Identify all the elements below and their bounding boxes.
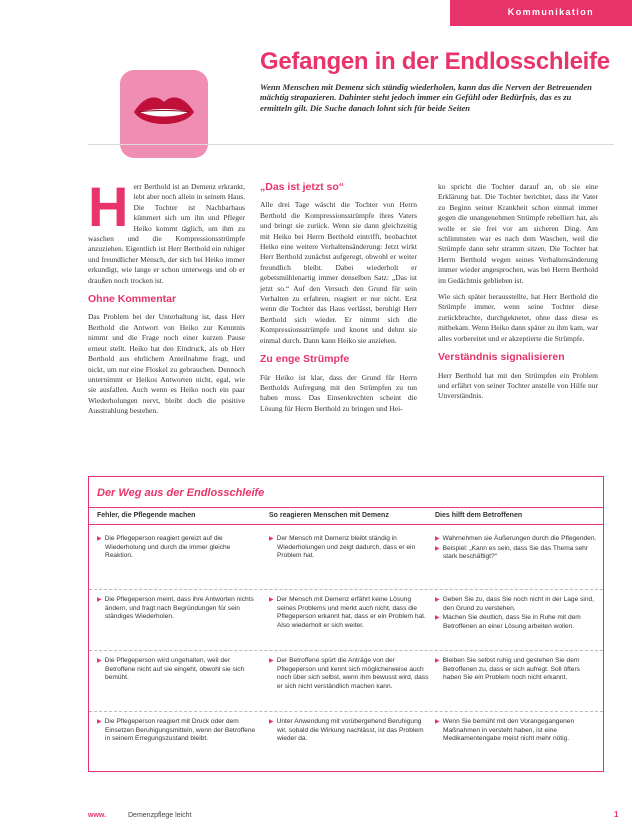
list-item: ▶ Die Pflegeperson wird ungehalten, weil der Betroffene nicht auf sie eingeht, obwohl sie sich bemüht. bbox=[97, 657, 245, 682]
paragraph: Für Heiko ist klar, dass der Grund für Herrn Bertholds Aufregung mit den Strümpfen zu tun haben muss. Das Einsenkrechten scheint die Lösung für Herrn Berthold zu bringen und Hei- bbox=[260, 372, 417, 413]
subheading: Verständnis signalisieren bbox=[438, 351, 565, 364]
subheading: Zu enge Strümpfe bbox=[260, 353, 350, 366]
table-cell bbox=[97, 596, 259, 623]
table-cell bbox=[435, 535, 599, 563]
list-item: ▶ Der Mensch mit Demenz erfährt keine Lösung seines Problems und merkt auch nicht, dass die Pflegeperson erkannt hat, dass er ein Problem hat. Also wiederholt er sich weiter. bbox=[269, 596, 426, 629]
box-title: Der Weg aus der Endlosschleife bbox=[97, 487, 265, 499]
page-number: 1 bbox=[614, 810, 619, 819]
table-cell bbox=[269, 657, 429, 692]
list-item: ▶ Der Mensch mit Demenz bleibt ständig in Wiederholungen und zeigt dadurch, dass er ein Problem hat. bbox=[269, 535, 416, 560]
list-item: ▶ Unter Anwendung mit vorübergehend Beruhigung wir, sobald die Wirkung nachlässt, ist das Problem wieder da. bbox=[269, 718, 424, 743]
paragraph: Wie sich später herausstellte, hat Herr Berthold die Strümpfe immer, wenn seine Tochter diese zurückbrachte, durchgeknetet, ohne dass diese es mitbekam. Wenn Heiko dann später zu ihm kam, war alles vorbereitet und er akzeptierte die Strümpfe. bbox=[438, 292, 598, 343]
text-column-3 bbox=[438, 182, 598, 408]
paragraph: Herr Berthold hat mit den Strümpfen ein Problem und erfährt von seiner Tochter anstelle von Hilfe nur Unverständnis. bbox=[438, 370, 598, 401]
table-cell bbox=[435, 596, 599, 632]
text-column-1 bbox=[88, 175, 245, 423]
table-cell bbox=[97, 657, 259, 684]
bullet-arrow-icon: ▶ bbox=[269, 597, 274, 603]
paragraph bbox=[88, 175, 245, 286]
bullet-arrow-icon: ▶ bbox=[269, 536, 274, 542]
column-header: Dies hilft dem Betroffenen bbox=[435, 512, 523, 519]
dropcap: H bbox=[88, 175, 129, 238]
subheading: Ohne Kommentar bbox=[88, 293, 177, 306]
table-cell bbox=[269, 718, 429, 745]
bullet-arrow-icon: ▶ bbox=[97, 597, 102, 603]
list-item: ▶ Bleiben Sie selbst ruhig und gestehen Sie dem Betroffenen zu, dass er sich aufregt. Soll öfters haben Sie ein Problem noch nicht erkannt. bbox=[435, 657, 580, 682]
column-header: So reagieren Menschen mit Demenz bbox=[269, 512, 389, 519]
divider bbox=[88, 144, 614, 145]
bullet-arrow-icon: ▶ bbox=[97, 536, 102, 542]
table-cell bbox=[269, 596, 429, 631]
column-header: Fehler, die Pflegende machen bbox=[97, 512, 196, 519]
paragraph: Alle drei Tage wäscht die Tochter von Herrn Berthold die Kompressionsstrümpfe ihres Vaters und bringt sie zurück. Wenn sie dann gleichzeitig mit Heiko bei Herrn Berthold eintrifft, beobachtet Heiko eine weitere Verhaltensänderung: Jetzt wirkt Herr Berthold zunächst aufgeregt, obwohl er weiter freundlich bleibt. Dabei wiederholt er gebetsmühlenartig immer denselben Satz: „Das ist jetzt so.“ Auf den Versuch den Grund für sein Verhalten zu erfahren, reagiert er nur nicht. Erst wenn die Tochter das Haus verlässt, beruhigt Herr Berthold sich wieder. Er nimmt sich die Kompressionsstrümpfe und knotet und dehnt sie einmal durch. Dann kann Heiko sie anziehen. bbox=[260, 200, 417, 345]
paragraph-text: err Berthold ist an Demenz erkrankt, lebt aber noch allein in seinem Haus. Die Tochter ist Nachbarhaus kümmert sich um ihn und Pfleger Heiko kommt täglich, um ihm zu waschen und die Kompressionsstrümpfe anzuziehen. Eigentlich ist Herr Berthold ein ruhiger und freundlicher Mensch, der sich bei Heiko immer erkundigt, wie lange er schon unterwegs und ob er draußen noch trocken ist. bbox=[88, 182, 245, 285]
list-item: ▶ Die Pflegeperson meint, dass ihre Antworten nichts ändern, und fragt nach Begründungen für sein ständiges Wiederholen. bbox=[97, 596, 254, 621]
info-box bbox=[88, 476, 604, 772]
list-item: ▶ Wenn Sie bemüht mit den Vorangegangenen Maßnahmen in versteht haben, ist eine Medikamentengabe meist nicht mehr nötig. bbox=[435, 718, 575, 743]
bullet-arrow-icon: ▶ bbox=[269, 719, 274, 725]
table-cell bbox=[435, 718, 599, 745]
footer-url: www. bbox=[88, 812, 107, 819]
table-cell bbox=[269, 535, 429, 562]
table-cell bbox=[435, 657, 599, 684]
section-bar bbox=[450, 0, 632, 26]
bullet-arrow-icon: ▶ bbox=[97, 719, 102, 725]
bullet-arrow-icon: ▶ bbox=[269, 658, 274, 664]
list-item: ▶ Geben Sie zu, dass Sie noch nicht in der Lage sind, den Grund zu verstehen. bbox=[435, 596, 595, 612]
bullet-arrow-icon: ▶ bbox=[435, 545, 440, 552]
table-cell bbox=[97, 718, 259, 745]
bullet-arrow-icon: ▶ bbox=[435, 536, 440, 542]
table-row bbox=[89, 590, 603, 651]
table-row bbox=[89, 529, 603, 590]
bullet-arrow-icon: ▶ bbox=[435, 615, 440, 622]
article-title: Gefangen in der Endlosschleife bbox=[260, 48, 610, 75]
list-item: ▶ Wahrnehmen sie Äußerungen durch die Pflegenden. bbox=[435, 535, 597, 542]
list-item: ▶ Machen Sie deutlich, dass Sie in Ruhe mit dem Betroffenen an einer Lösung arbeiten wollen. bbox=[435, 614, 581, 630]
footer-source: Demenzpflege leicht bbox=[128, 812, 192, 819]
text-column-2 bbox=[260, 182, 417, 420]
box-rows bbox=[89, 529, 603, 773]
bullet-arrow-icon: ▶ bbox=[435, 597, 440, 603]
list-item: ▶ Der Betroffene spürt die Anträge von der Pflegeperson und kennt sich möglicherweise auch noch über sich selbst, wenn ihm bewusst wird, dass er sich nicht verständlich machen kann. bbox=[269, 657, 429, 690]
box-header-row bbox=[89, 507, 603, 525]
table-row bbox=[89, 651, 603, 712]
list-item: ▶ Beispiel: „Kann es sein, dass Sie das Thema sehr stark beschäftigt?“ bbox=[435, 544, 589, 561]
subheading: „Das ist jetzt so“ bbox=[260, 181, 345, 193]
list-item: ▶ Die Pflegeperson reagiert mit Druck oder dem Einsetzen Beruhigungsmitteln, wenn der Betroffene in seinem Erregungszustand bleibt. bbox=[97, 718, 256, 743]
article-intro: Wenn Menschen mit Demenz sich ständig wiederholen, kann das die Nerven der Betreuenden mächtig strapazieren. Dahinter steht jedoch immer ein Gefühl oder Bedürfnis, das es zu ermitteln gilt. Die Suche danach lohnt sich für beide Seiten bbox=[260, 82, 592, 113]
paragraph: ko spricht die Tochter darauf an, ob sie eine Erklärung hat. Die Tochter berichtet, dass ihr Vater zu Beginn seiner Krankheit schon einmal immer gegen die unangenehmen Strümpfe rebelliert hat, als wolle er sie frei vor am sicheren Ding. Am schlimmsten war es nach dem Waschen, weil die Strümpfe dann sehr stramm sitzen. Die Tochter hat Herrn Berthold wegen seines Verhaltensänderung immer wieder angesprochen, was bei Herrn Berthold im Gedächtnis geblieben ist. bbox=[438, 182, 598, 285]
table-cell bbox=[97, 535, 259, 562]
list-item: ▶ Die Pflegeperson reagiert gereizt auf die Wiederholung und durch die immer gleiche Reaktion. bbox=[97, 535, 231, 560]
paragraph: Das Problem bei der Unterhaltung ist, dass Herr Berthold die Antwort von Heiko zur Kenntnis nimmt und die Frage noch einer kurzen Pause erneut stellt. Heiko hat den Eindruck, als ob Herr Berthold aus ehrlichem Anteilnahme fragt, und nickt, um nur eine Floskel zu gebrauchen. Dennoch unternimmt er Heikos Antworten nicht, egal, wie sie ausfallen. Auch wenn es Heiko noch ein paar Wiederholungen nervt, bleibt doch die positive Ausstrahlung bestehen. bbox=[88, 312, 245, 416]
table-row bbox=[89, 712, 603, 773]
bullet-arrow-icon: ▶ bbox=[435, 658, 440, 664]
section-label: Kommunikation bbox=[507, 7, 594, 17]
bullet-arrow-icon: ▶ bbox=[97, 658, 102, 664]
bullet-arrow-icon: ▶ bbox=[435, 719, 440, 725]
